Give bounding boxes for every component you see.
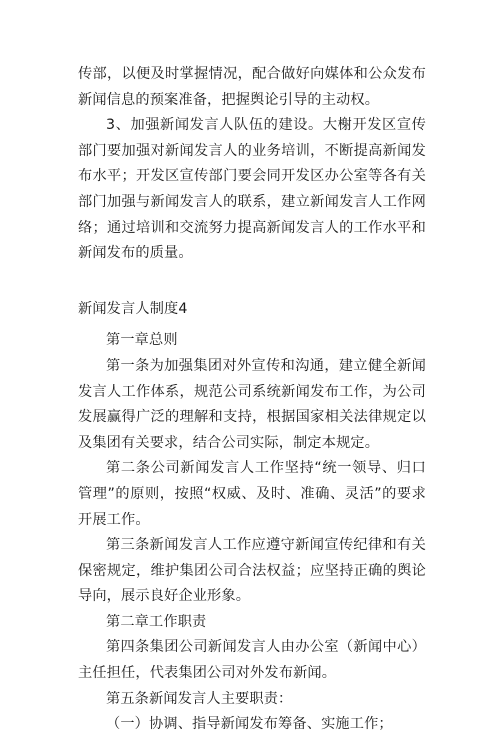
article-5-item-1: （一）协调、指导新闻发布筹备、实施工作； (106, 716, 393, 733)
article-3: 第三条新闻发言人工作应遵守新闻宣传纪律和有关保密规定，维护集团公司合法权益；应坚持正确的舆论导向，展示良好企业形象。 (78, 537, 426, 605)
article-4: 第四条集团公司新闻发言人由办公室（新闻中心）主任担任，代表集团公司对外发布新闻。 (78, 639, 426, 682)
article-5: 第五条新闻发言人主要职责： (106, 690, 293, 707)
article-2: 第二条公司新闻发言人工作坚持“统一领导、归口管理”的原则，按照“权威、及时、准确、灵活”的要求开展工作。 (78, 460, 426, 528)
paragraph-continuation: 传部，以便及时掌握情况，配合做好向媒体和公众发布新闻信息的预案准备，把握舆论引导的主动权。 (78, 66, 426, 108)
paragraph-item-3: 3、加强新闻发言人队伍的建设。大榭开发区宣传部门要加强对新闻发言人的业务培训，不断提高新闻发布水平；开发区宣传部门要会同开发区办公室等各有关部门加强与新闻发言人的联系，建立新闻发言人工作网络；通过培训和交流努力提高新闻发言人的工作水平和新闻发布的质量。 (78, 117, 426, 262)
chapter-title-1: 第一章总则 (106, 332, 178, 349)
document-page (78, 62, 426, 738)
section-heading: 新闻发言人制度4 (78, 300, 188, 317)
chapter-title-2: 第二章工作职责 (106, 613, 207, 630)
article-1: 第一条为加强集团对外宣传和沟通，建立健全新闻发言人工作体系，规范公司系统新闻发布工作，为公司发展赢得广泛的理解和支持，根据国家相关法律规定以及集团有关要求，结合公司实际，制定本规定。 (78, 357, 426, 451)
